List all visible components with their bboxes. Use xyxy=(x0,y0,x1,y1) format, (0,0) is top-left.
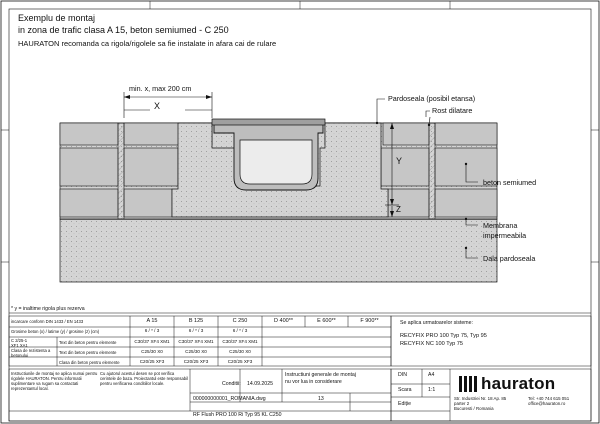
row2-label: Grosime beton (x) / latime (y) / grosime (z) (cm) xyxy=(11,329,100,334)
product-2: RECYFIX NC 100 Typ 75 xyxy=(400,341,464,347)
scale-value: 1:1 xyxy=(428,387,436,393)
status-label: Conditii: xyxy=(222,381,241,387)
edition-label: Ediție xyxy=(398,401,411,407)
hauraton-logo-mark xyxy=(459,376,477,392)
label-concrete: beton semiumed xyxy=(483,178,537,187)
installation-note: HAURATON recomanda ca rigola/rigolele sa fie instalate in afara cai de rulare xyxy=(18,39,277,48)
label-expansion-joint: Rost dilatare xyxy=(432,106,473,115)
date-value: 14.09.2025 xyxy=(247,381,273,387)
class-f900: F 900** xyxy=(360,318,379,324)
row3-label-a: C 2/25-1 xyxy=(11,338,28,343)
product-1: RECYFIX PRO 100 Typ 75, Typ 95 xyxy=(400,333,487,339)
row5-c250: C20/25 XF3 xyxy=(227,359,253,364)
company-address-3: Bucuresti / Romania xyxy=(454,406,494,411)
doc-title-2: nu vor lua in considerare xyxy=(285,379,342,385)
class-e600: E 600** xyxy=(317,318,336,324)
products-title: Se aplica urmatoarelor sisteme: xyxy=(400,320,473,326)
row3-sub: Text din beton pentru elemente xyxy=(59,340,117,345)
row3-c250: C30/37 XF4 XM1 xyxy=(222,339,258,344)
row4-label: Clasa de rezistenta a betonului xyxy=(11,348,51,358)
row4-sub: Text din beton pentru elemente xyxy=(59,350,117,355)
company-address-2: parter 2 xyxy=(454,401,470,406)
row2-b125: 6 / * / 3 xyxy=(188,328,204,333)
page-number: 13 xyxy=(318,396,324,402)
format-value: A4 xyxy=(428,372,435,378)
class-a15: A 15 xyxy=(146,318,158,324)
company-phone: Tel: +40 744 615 051 xyxy=(528,396,570,401)
row4-c250: C25/30 X0 xyxy=(229,349,251,354)
page-title-line1: Exemplu de montaj xyxy=(18,13,96,23)
row3-b125: C30/37 XF4 XM1 xyxy=(178,339,214,344)
scale-label: Scara xyxy=(398,387,412,393)
row5-a15: C20/25 XF3 xyxy=(139,359,165,364)
footer-line: RF Flush PRO 100 Ri Typ 95 KL C250 xyxy=(193,412,282,418)
doc-title-1: Instructiuni generale de montaj xyxy=(285,372,356,378)
floor-slab xyxy=(60,219,497,282)
row2-a15: 6 / * / 3 xyxy=(144,328,160,333)
expansion-joint-left xyxy=(118,123,124,219)
disclaimer-right: Cu ajutorul acestui desen se pot verifica cerintele de baza. Proiectantul este responsabil pentru verificarea conditiilor locale. xyxy=(100,371,188,386)
drawing-number: 000000000001_ROMANIA.dwg xyxy=(193,396,266,402)
class-d400: D 400** xyxy=(274,318,293,324)
label-paving: Pardoseala (posibil etansa) xyxy=(388,94,476,103)
row5-b125: C20/25 XF3 xyxy=(183,359,209,364)
dim-y-label: Y xyxy=(396,156,403,166)
dim-top-label: min. x, max 200 cm xyxy=(129,84,192,93)
class-b125: B 125 xyxy=(188,318,204,324)
row4-a15: C25/30 X0 xyxy=(141,349,163,354)
company-address-1: Str. Industriei Nr. 18 Ap. 85 xyxy=(454,396,507,401)
row3-a15: C30/37 XF4 XM1 xyxy=(134,339,170,344)
row4-b125: C25/30 X0 xyxy=(185,349,207,354)
label-membrane-1: Membrana xyxy=(483,221,518,230)
label-subbase: Dala pardoseala xyxy=(483,254,536,263)
page-title-line2: in zona de trafic clasa A 15, beton semiumed - C 250 xyxy=(18,25,229,35)
channel-grate xyxy=(212,119,325,125)
disclaimer-left: Instructiunile de montaj se aplica numai pentru rigolele HAURATON. Pentru informatii suplimentare va rugam sa contactati reprezentantul local. xyxy=(11,371,98,391)
channel-inner xyxy=(240,140,312,184)
format-label: DIN xyxy=(398,372,407,378)
company-email: office@hauraton.ro xyxy=(528,401,566,406)
company-logo-text: hauraton xyxy=(481,374,556,393)
row2-c250: 6 / * / 3 xyxy=(232,328,248,333)
dim-x-label: X xyxy=(154,101,161,111)
dim-z-label: Z xyxy=(396,205,401,214)
expansion-joint-right xyxy=(429,123,435,219)
class-c250: C 250 xyxy=(232,318,248,324)
label-membrane-2: impermeabila xyxy=(483,231,527,240)
row3-label-b: XF1 XA1 xyxy=(11,343,28,348)
row1-label: incarcare conform DIN 1433 / EN 1433 xyxy=(11,319,84,324)
footnote: * y = inaltime rigola plus rezerva xyxy=(11,306,85,312)
row5-sub: Clasa din beton pentru elemente xyxy=(59,360,120,365)
